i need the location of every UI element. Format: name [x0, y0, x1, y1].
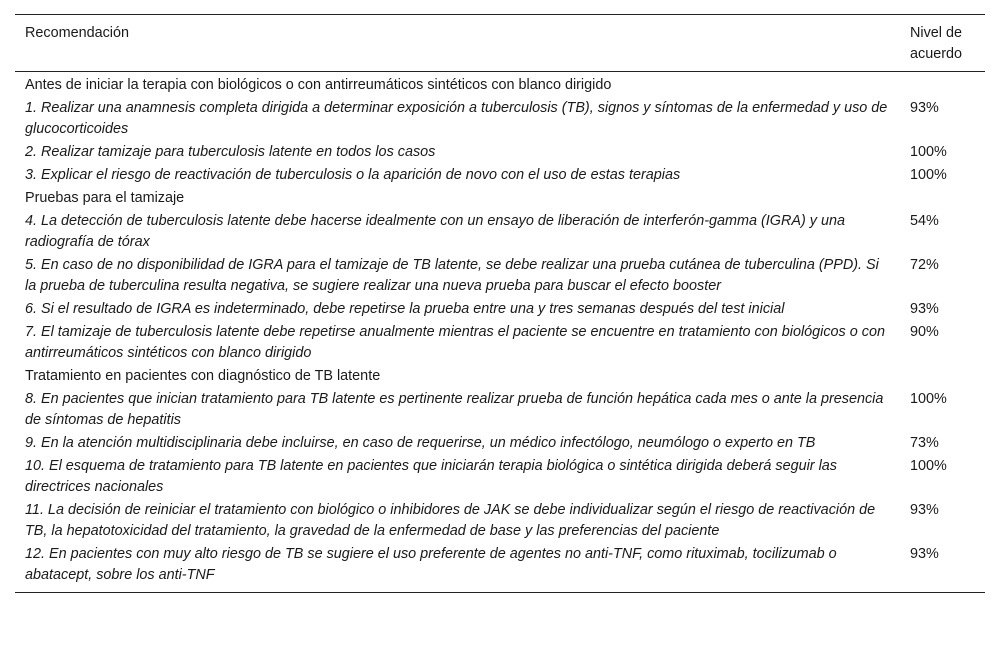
header-agreement-level: Nivel de acuerdo — [910, 25, 963, 62]
recommendation-row — [15, 210, 985, 254]
table-header — [15, 15, 985, 72]
recommendation-row — [15, 388, 985, 432]
recommendation-text: 9. En la atención multidisciplinaria debe incluirse, en caso de requerirse, un médico infectólogo, neumólogo o experto en TB — [25, 435, 816, 451]
section-title: Pruebas para el tamizaje — [25, 190, 185, 206]
recommendation-row — [15, 254, 985, 298]
agreement-level: 100% — [910, 144, 947, 160]
recommendation-row — [15, 298, 985, 321]
recommendation-row — [15, 321, 985, 365]
recommendation-text: 6. Si el resultado de IGRA es indeterminado, debe repetirse la prueba entre una y tres semanas después del test inicial — [25, 301, 785, 317]
header-recommendation: Recomendación — [25, 25, 129, 41]
section-row — [15, 365, 985, 388]
agreement-level: 100% — [910, 167, 947, 183]
recommendations-table-container — [15, 14, 985, 593]
agreement-level: 54% — [910, 213, 939, 229]
header-row — [15, 15, 985, 72]
recommendations-table — [15, 14, 985, 593]
recommendation-text: 3. Explicar el riesgo de reactivación de tuberculosis o la aparición de novo con el uso de estas terapias — [25, 167, 681, 183]
recommendation-row — [15, 97, 985, 141]
recommendation-text: 2. Realizar tamizaje para tuberculosis latente en todos los casos — [25, 144, 436, 160]
table-body — [15, 72, 985, 593]
section-title: Tratamiento en pacientes con diagnóstico de TB latente — [25, 368, 381, 384]
agreement-level: 93% — [910, 502, 939, 518]
agreement-level: 93% — [910, 301, 939, 317]
agreement-level: 90% — [910, 324, 939, 340]
agreement-level: 73% — [910, 435, 939, 451]
recommendation-text: 4. La detección de tuberculosis latente debe hacerse idealmente con un ensayo de liberación de interferón-gamma (IGRA) y una radiografía de tórax — [25, 213, 845, 250]
recommendation-text: 5. En caso de no disponibilidad de IGRA para el tamizaje de TB latente, se debe realizar una prueba cutánea de tuberculina (PPD). Si la prueba de tuberculina resulta negativa, se sugiere realizar una nueva prueba para buscar el efecto booster — [25, 257, 879, 294]
agreement-level: 100% — [910, 391, 947, 407]
recommendation-row — [15, 543, 985, 593]
recommendation-text: 12. En pacientes con muy alto riesgo de TB se sugiere el uso preferente de agentes no anti-TNF, como rituximab, tocilizumab o abatacept, sobre los anti-TNF — [25, 546, 837, 583]
section-row — [15, 72, 985, 98]
recommendation-row — [15, 455, 985, 499]
recommendation-text: 8. En pacientes que inician tratamiento para TB latente es pertinente realizar prueba de función hepática cada mes o ante la presencia de síntomas de hepatitis — [25, 391, 884, 428]
recommendation-text: 7. El tamizaje de tuberculosis latente debe repetirse anualmente mientras el paciente se encuentre en tratamiento con biológicos o con antirreumáticos sintéticos con blanco dirigido — [25, 324, 885, 361]
section-row — [15, 187, 985, 210]
agreement-level: 72% — [910, 257, 939, 273]
recommendation-text: 11. La decisión de reiniciar el tratamiento con biológico o inhibidores de JAK se debe individualizar según el riesgo de reactivación de TB, la hepatotoxicidad del tratamiento, la gravedad de la enfermedad de base y las preferencias del paciente — [25, 502, 876, 539]
agreement-level: 93% — [910, 100, 939, 116]
recommendation-row — [15, 499, 985, 543]
agreement-level: 100% — [910, 458, 947, 474]
recommendation-text: 10. El esquema de tratamiento para TB latente en pacientes que iniciarán terapia biológica o sintética dirigida deberá seguir las directrices nacionales — [25, 458, 837, 495]
agreement-level: 93% — [910, 546, 939, 562]
section-title: Antes de iniciar la terapia con biológicos o con antirreumáticos sintéticos con blanco dirigido — [25, 77, 612, 93]
recommendation-text: 1. Realizar una anamnesis completa dirigida a determinar exposición a tuberculosis (TB), signos y síntomas de la enfermedad y uso de glucocorticoides — [25, 100, 888, 137]
recommendation-row — [15, 141, 985, 164]
recommendation-row — [15, 164, 985, 187]
recommendation-row — [15, 432, 985, 455]
